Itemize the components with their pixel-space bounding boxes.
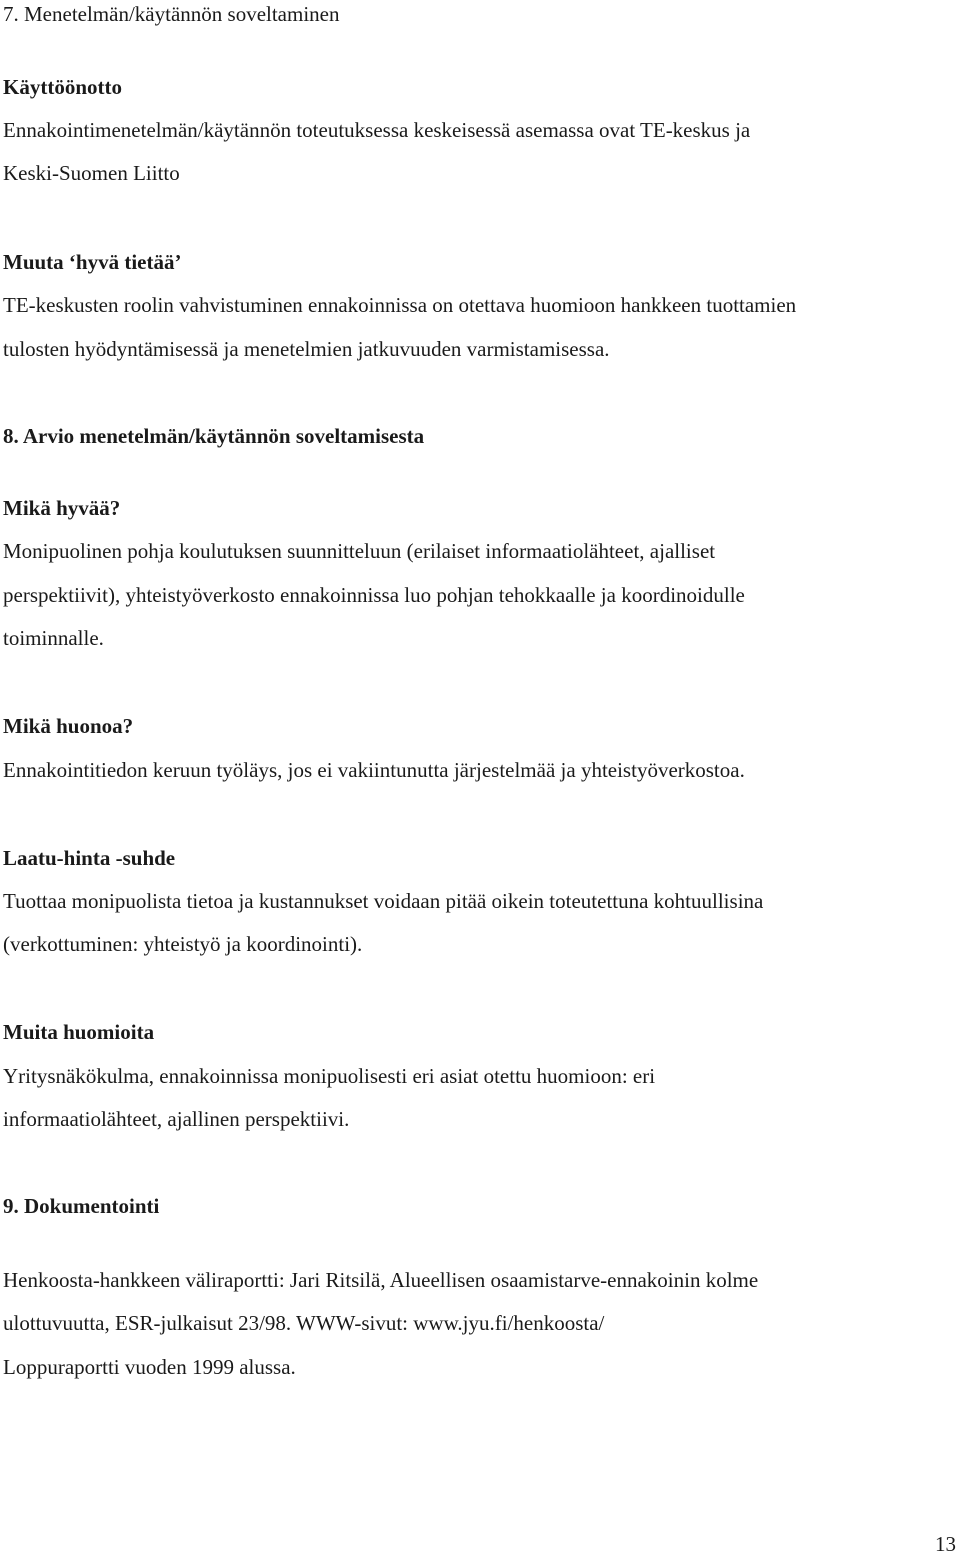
- muuta-line-1: TE-keskusten roolin vahvistuminen ennakoinnissa on otettava huomioon hankkeen tuottamien: [3, 293, 797, 317]
- quality-heading: Laatu-hinta -suhde: [3, 846, 176, 870]
- bad-line-1: Ennakointitiedon keruun työläys, jos ei vakiintunutta järjestelmää ja yhteistyöverkostoa.: [3, 758, 745, 782]
- documentation-line-2: ulottuvuutta, ESR-julkaisut 23/98. WWW-sivut: www.jyu.fi/henkoosta/: [3, 1311, 605, 1335]
- section-8-heading: 8. Arvio menetelmän/käytännön soveltamisesta: [3, 424, 425, 448]
- muuta-heading: Muuta ‘hyvä tietää’: [3, 250, 182, 274]
- other-heading: Muita huomioita: [3, 1020, 155, 1044]
- good-line-3: toiminnalle.: [3, 626, 104, 650]
- muuta-line-2: tulosten hyödyntämisessä ja menetelmien jatkuvuuden varmistamisessa.: [3, 337, 610, 361]
- kayttoonotto-line-2: Keski-Suomen Liitto: [3, 161, 180, 185]
- documentation-line-1: Henkoosta-hankkeen väliraportti: Jari Ritsilä, Alueellisen osaamistarve-ennakoinin kolme: [3, 1268, 759, 1292]
- section-9-heading: 9. Dokumentointi: [3, 1194, 160, 1218]
- documentation-line-3: Loppuraportti vuoden 1999 alussa.: [3, 1355, 296, 1379]
- quality-line-1: Tuottaa monipuolista tietoa ja kustannukset voidaan pitää oikein toteutettuna kohtuullisina: [3, 889, 764, 913]
- good-line-1: Monipuolinen pohja koulutuksen suunnitteluun (erilaiset informaatiolähteet, ajalliset: [3, 539, 716, 563]
- good-heading: Mikä hyvää?: [3, 496, 121, 520]
- quality-line-2: (verkottuminen: yhteistyö ja koordinointi).: [3, 932, 363, 956]
- other-line-1: Yritysnäkökulma, ennakoinnissa monipuolisesti eri asiat otettu huomioon: eri: [3, 1064, 656, 1088]
- section-7-heading: 7. Menetelmän/käytännön soveltaminen: [3, 2, 340, 26]
- good-line-2: perspektiivit), yhteistyöverkosto ennakoinnissa luo pohjan tehokkaalle ja koordinoidulle: [3, 583, 745, 607]
- kayttoonotto-line-1: Ennakointimenetelmän/käytännön toteutuksessa keskeisessä asemassa ovat TE-keskus ja: [3, 118, 751, 142]
- kayttoonotto-heading: Käyttöönotto: [3, 75, 122, 99]
- other-line-2: informaatiolähteet, ajallinen perspektiivi.: [3, 1107, 350, 1131]
- page-number: 13: [935, 1532, 956, 1556]
- bad-heading: Mikä huonoa?: [3, 714, 134, 738]
